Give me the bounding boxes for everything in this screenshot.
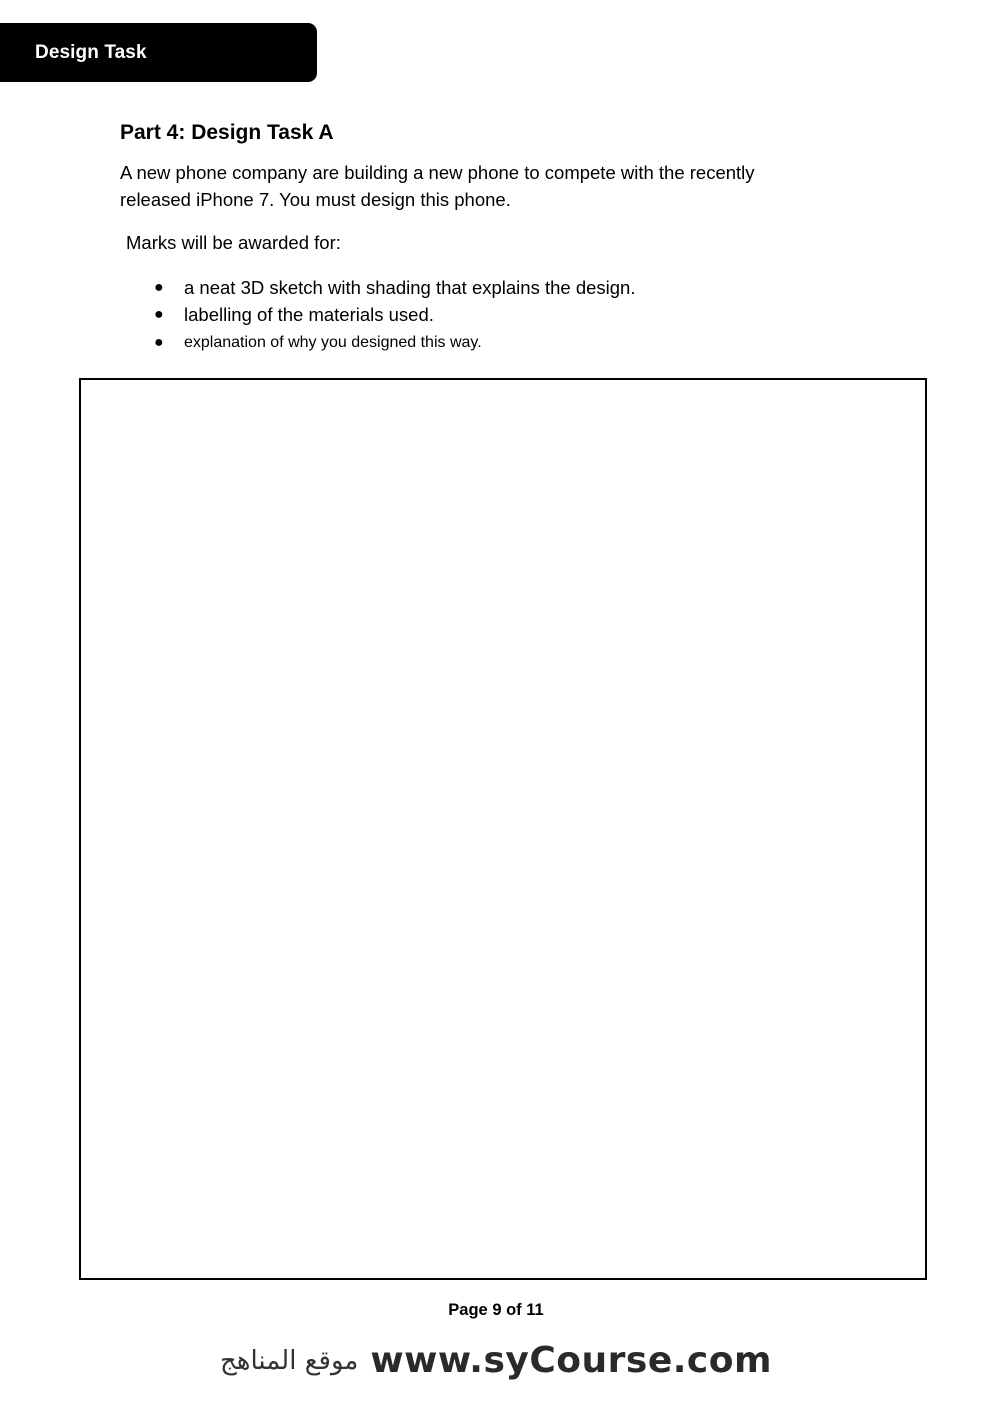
header-tab	[0, 23, 317, 82]
criteria-text: labelling of the materials used.	[184, 304, 434, 326]
bullet-icon: ●	[154, 278, 164, 296]
bullet-icon: ●	[154, 306, 164, 324]
criteria-text: a neat 3D sketch with shading that explains the design.	[184, 276, 636, 298]
page-prefix: Page	[448, 1301, 488, 1319]
section-heading: Part 4: Design Task A	[120, 121, 334, 144]
intro-line: A new phone company are building a new phone to compete with the recently	[120, 162, 755, 183]
bullet-icon: ●	[154, 333, 164, 351]
criteria-item	[152, 329, 635, 357]
header-tab-title: Design Task	[35, 41, 147, 63]
page-total: 11	[526, 1301, 544, 1319]
page-number	[0, 1301, 992, 1320]
criteria-item	[152, 274, 635, 302]
answer-box[interactable]	[79, 378, 927, 1280]
watermark-site-link[interactable]: www.syCourse.com	[370, 1340, 772, 1381]
criteria-item	[152, 302, 635, 330]
watermark-arabic-text: موقع المناهج	[219, 1345, 359, 1376]
criteria-text: explanation of why you designed this way.	[184, 333, 482, 351]
marks-intro: Marks will be awarded for:	[126, 232, 341, 253]
criteria-list	[152, 274, 635, 357]
intro-paragraph	[120, 159, 755, 213]
page-current: 9	[492, 1301, 502, 1319]
page-of: of	[506, 1301, 522, 1319]
watermark	[0, 1340, 992, 1381]
intro-line: released iPhone 7. You must design this phone.	[120, 189, 511, 210]
